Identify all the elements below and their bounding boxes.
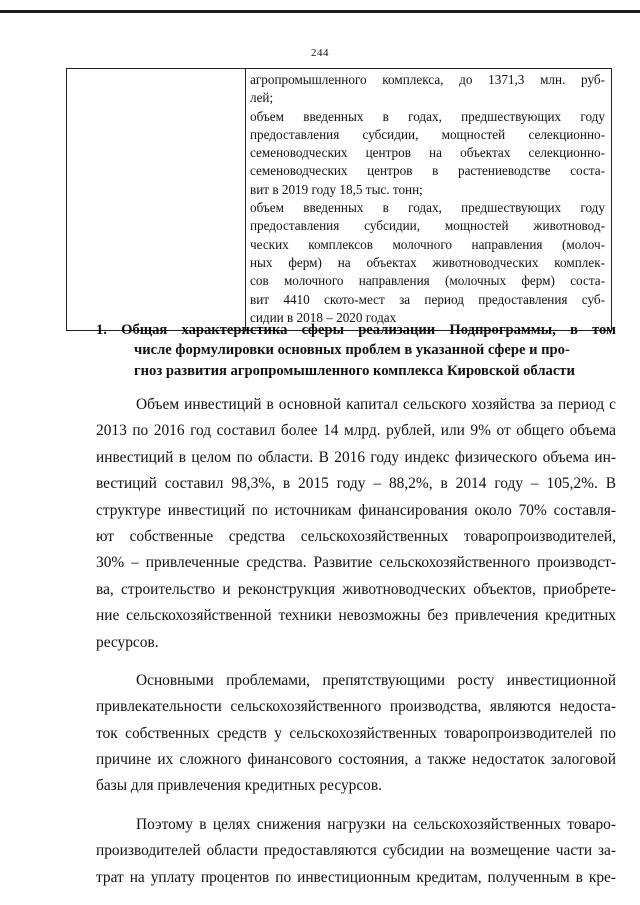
table-row (67, 69, 612, 331)
paragraph-line: 30% – привлеченные средства. Развитие сельскохозяйственного производст- (96, 554, 616, 572)
paragraph (96, 812, 616, 891)
cell-line: агропромышленного комплекса, до 1371,3 млн. руб- (250, 72, 605, 87)
cell-line: вит 4410 ското-мест за период предоставления суб- (250, 291, 605, 307)
indicators-table (66, 68, 612, 331)
paragraph-line: ва, строительство и реконструкция животноводческих объектов, приобрете- (96, 580, 616, 598)
body-text (96, 392, 616, 891)
cell-line: сидии в 2018 – 2020 годах (250, 309, 397, 325)
cell-line: семеноводческих центров на объектах селекционно- (250, 145, 605, 161)
page-number: 244 (311, 47, 329, 59)
paragraph (96, 392, 616, 656)
paragraph (96, 668, 616, 800)
paragraph-line: ние сельскохозяйственной техники невозможны без привлечения кредитных (96, 607, 616, 625)
cell-line: предоставления субсидии, мощностей селекционно- (250, 126, 605, 142)
cell-line: предоставления субсидии, мощностей животновод- (250, 218, 605, 234)
paragraph-line: инвестиций в целом по области. В 2016 году индекс физического объема ин- (96, 448, 616, 466)
heading-line: гноз развития агропромышленного комплекса Кировской области (134, 362, 575, 379)
table-cell-indicators (246, 69, 612, 331)
paragraph-line: структуре инвестиций по источникам финансирования около 70% составля- (96, 501, 616, 519)
paragraph-line: ют собственные средства сельскохозяйственных товаропроизводителей, (96, 527, 616, 545)
paragraph-line: 2013 по 2016 год составил более 14 млрд. рублей, или 9% от общего объема (96, 422, 616, 440)
paragraph-line: Объем инвестиций в основной капитал сельского хозяйства за период с (136, 396, 616, 413)
paragraph-line: Основными проблемами, препятствующими росту инвестиционной (136, 671, 616, 689)
paragraph-line: ток собственных средств у сельскохозяйственных товаропроизводителей по (96, 724, 616, 742)
paragraph-line: причине их сложного финансового состояния, а также недостаток залоговой (96, 751, 616, 769)
cell-line: ных ферм) на объектах животноводческих комплек- (250, 254, 605, 270)
paragraph-line: Поэтому в целях снижения нагрузки на сельскохозяйственных товаро- (136, 815, 616, 833)
cell-line: объем введенных в годах, предшествующих году (250, 200, 605, 216)
cell-line: вит в 2019 году 18,5 тыс. тонн; (250, 181, 423, 197)
paragraph-line: трат на уплату процентов по инвестиционным кредитам, полученным в кре- (96, 868, 616, 886)
heading-line: 1. Общая характеристика сферы реализации Подпрограммы, в том (96, 322, 616, 338)
paragraph-line: производителей области предоставляются субсидии на возмещение части за- (96, 842, 616, 860)
cell-line: объем введенных в годах, предшествующих году (250, 108, 605, 124)
cell-line: семеноводческих центров в растениеводстве соста- (250, 163, 605, 179)
cell-line: лей; (250, 90, 274, 106)
paragraph-line: вестиций составил 98,3%, в 2015 году – 88,2%, в 2014 году – 105,2%. В (96, 475, 616, 493)
top-border-rule (0, 10, 640, 13)
cell-line: сов молочного направления (молочных ферм) соста- (250, 273, 605, 289)
cell-line: ческих комплексов молочного направления (молоч- (250, 236, 605, 252)
section-heading (96, 320, 616, 381)
paragraph-line: привлекательности сельскохозяйственного производства, являются недоста- (96, 698, 616, 716)
paragraph-line: базы для привлечения кредитных ресурсов. (96, 777, 382, 795)
table-cell-empty (67, 69, 246, 331)
paragraph-line: ресурсов. (96, 633, 159, 651)
heading-line: числе формулировки основных проблем в указанной сфере и про- (134, 342, 570, 359)
